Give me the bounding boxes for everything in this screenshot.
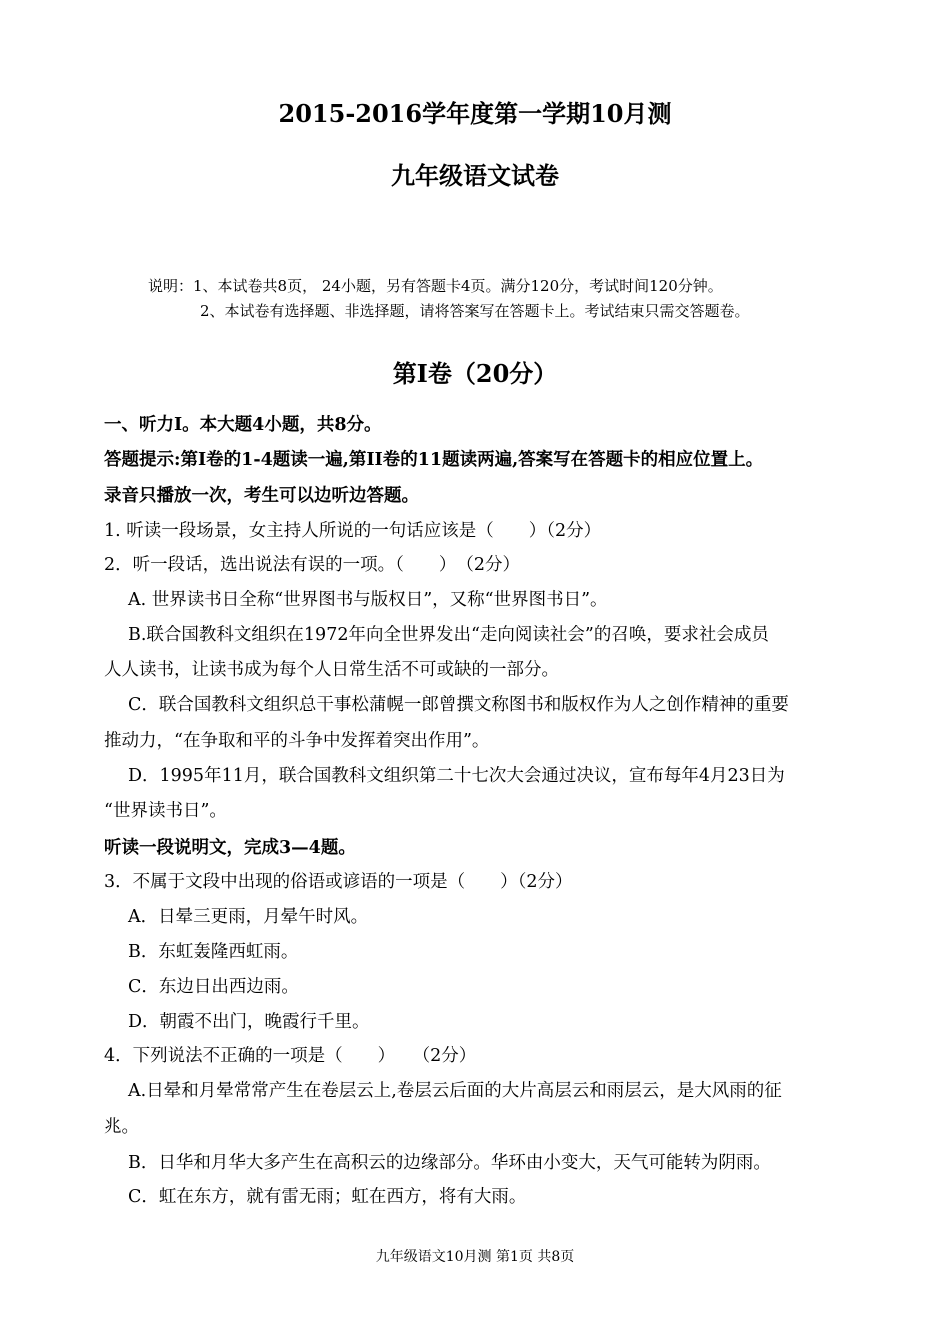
q2-option-c-line1: C．联合国教科文组织总干事松蒲幌一郎曾撰文称图书和版权作为人之创作精神的重要 [128, 695, 789, 715]
question-4: 4．下列说法不正确的一项是（ ） （2分） [104, 1046, 477, 1066]
page-footer: 九年级语文10月测 第1页 共8页 [375, 1249, 575, 1265]
q2-option-a: A. 世界读书日全称“世界图书与版权日”，又称“世界图书日”。 [128, 590, 608, 610]
q3-option-a: A．日晕三更雨，月晕午时风。 [128, 907, 369, 927]
q4-option-b: B．日华和月华大多产生在高积云的边缘部分。华环由小变大，天气可能转为阴雨。 [128, 1153, 771, 1173]
part1-heading: 一、听力Ⅰ。本大题4小题，共8分。 [104, 415, 382, 435]
answer-tip-line1: 答题提示:第Ⅰ卷的1-4题读一遍,第II卷的11题读两遍,答案写在答题卡的相应位置上。 [104, 450, 764, 470]
passage-heading: 听读一段说明文，完成3—4题。 [104, 838, 356, 858]
exam-title-line1: 2015-2016学年度第一学期10月测 [278, 99, 672, 128]
exam-title-line2: 九年级语文试卷 [391, 161, 559, 190]
question-2: 2．听一段话，选出说法有误的一项。（ ） （2分） [104, 555, 521, 575]
question-3: 3．不属于文段中出现的俗语或谚语的一项是（ ）（2分） [104, 872, 573, 892]
q3-option-c: C．东边日出西边雨。 [128, 977, 299, 997]
q4-option-a-line1: A.日晕和月晕常常产生在卷层云上,卷层云后面的大片高层云和雨层云，是大风雨的征 [128, 1081, 782, 1101]
q2-option-c-line2: 推动力，“在争取和平的斗争中发挥着突出作用”。 [104, 731, 490, 751]
q2-option-b-line2: 人人读书，让读书成为每个人日常生活不可或缺的一部分。 [104, 660, 559, 680]
q2-option-b-line1: B.联合国教科文组织在1972年向全世界发出“走向阅读社会”的召唤，要求社会成员 [128, 625, 769, 645]
section-title: 第Ⅰ卷（20分） [392, 359, 558, 388]
question-1: 1. 听读一段场景，女主持人所说的一句话应该是（ ）（2分） [104, 521, 602, 541]
answer-tip-line2: 录音只播放一次，考生可以边听边答题。 [104, 486, 419, 506]
q3-option-b: B．东虹轰隆西虹雨。 [128, 942, 299, 962]
q4-option-c: C．虹在东方，就有雷无雨；虹在西方，将有大雨。 [128, 1187, 527, 1207]
q4-option-a-line2: 兆。 [104, 1117, 139, 1137]
q2-option-d-line2: “世界读书日”。 [104, 801, 227, 821]
instructions-line1: 说明：1、本试卷共8页， 24小题，另有答题卡4页。满分120分，考试时间120分钟。 [148, 277, 723, 295]
q3-option-d: D．朝霞不出门，晚霞行千里。 [128, 1012, 370, 1032]
instructions-line2: 2、本试卷有选择题、非选择题，请将答案写在答题卡上。考试结束只需交答题卷。 [200, 302, 750, 320]
q2-option-d-line1: D．1995年11月，联合国教科文组织第二十七次大会通过决议，宣布每年4月23日为 [128, 766, 785, 786]
